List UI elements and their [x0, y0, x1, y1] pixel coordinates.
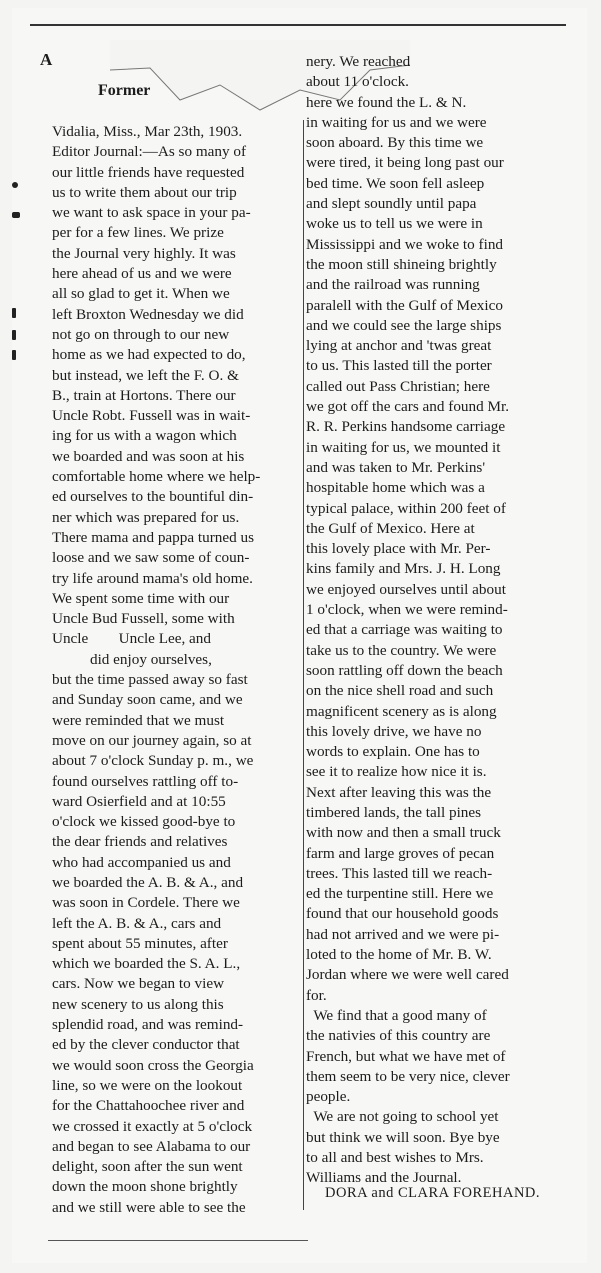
article-line: the nativies of this country are [306, 1027, 491, 1045]
article-line: about 7 o'clock Sunday p. m., we [52, 752, 254, 770]
article-line: delight, soon after the sun went [52, 1158, 243, 1176]
right-column [306, 52, 568, 1189]
ink-blot [12, 182, 18, 188]
article-line: Williams and the Journal. [306, 1169, 462, 1187]
article-line: not go on through to our new [52, 325, 230, 343]
article-line: home as we had expected to do, [52, 346, 246, 364]
article-line: woke us to tell us we were in [306, 215, 483, 233]
left-column [52, 122, 302, 1218]
article-subheading: Former [98, 82, 151, 99]
article-line: the dear friends and relatives [52, 833, 228, 851]
article-line: but instead, we left the F. O. & [52, 366, 239, 384]
article-line: hospitable home which was a [306, 479, 485, 497]
article-line: in waiting for us and we were [306, 113, 487, 131]
article-line: this lovely place with Mr. Per- [306, 540, 491, 558]
article-line: were tired, it being long past our [306, 154, 504, 172]
ink-blot [12, 308, 16, 318]
article-line: take us to the country. We were [306, 641, 497, 659]
article-line: ed the turpentine still. Here we [306, 885, 494, 903]
top-rule [30, 24, 566, 26]
article-line: we boarded and was soon at his [52, 447, 245, 465]
article-line: we boarded the A. B. & A., and [52, 873, 244, 891]
article-line: in waiting for us, we mounted it [306, 438, 501, 456]
article-line: our little friends have requested [52, 163, 245, 181]
article-line: but the time passed away so fast [52, 671, 248, 689]
article-line: Next after leaving this was the [306, 783, 492, 801]
article-line: splendid road, and was remind- [52, 1016, 244, 1034]
article-line: see it to realize how nice it is. [306, 763, 487, 781]
article-line: and was taken to Mr. Perkins' [306, 458, 486, 476]
article-line: Vidalia, Miss., Mar 23th, 1903. [52, 123, 243, 140]
ink-blot [12, 212, 20, 218]
article-line: line, so we were on the lookout [52, 1076, 243, 1094]
article-line: on the nice shell road and such [306, 682, 494, 700]
article-line: new scenery to us along this [52, 995, 224, 1013]
article-line: found that our household goods [306, 905, 499, 923]
article-line: for the Chattahoochee river and [52, 1097, 245, 1115]
article-line: move on our journey again, so at [52, 731, 252, 749]
article-line: and the railroad was running [306, 276, 480, 294]
article-line: paralell with the Gulf of Mexico [306, 296, 503, 314]
article-line: Mississippi and we woke to find [306, 235, 504, 253]
article-line: Uncle Robt. Fussell was in wait- [52, 407, 251, 425]
article-line: B., train at Hortons. There our [52, 386, 236, 404]
article-line: There mama and pappa turned us [52, 528, 254, 546]
article-line: per for a few lines. We prize [52, 224, 224, 242]
article-line: this lovely drive, we have no [306, 722, 482, 740]
article-line: and slept soundly until papa [306, 195, 477, 213]
article-line: here ahead of us and we were [52, 265, 232, 283]
article-line: to all and best wishes to Mrs. [306, 1149, 484, 1167]
article-line: ing for us with a wagon which [52, 427, 237, 445]
column-divider [303, 120, 304, 1210]
article-line: did enjoy ourselves, [52, 650, 212, 668]
article-line: to us. This lasted till the porter [306, 357, 492, 375]
article-line: down the moon shone brightly [52, 1178, 238, 1196]
article-line: cars. Now we began to view [52, 975, 225, 993]
signature: DORA and CLARA FOREHAND. [325, 1185, 541, 1201]
ink-blot [12, 330, 16, 340]
article-line: which we boarded the S. A. L., [52, 955, 241, 973]
article-line: left Broxton Wednesday we did [52, 305, 244, 323]
article-line: the Gulf of Mexico. Here at [306, 519, 475, 537]
article-line: we want to ask space in your pa- [52, 204, 251, 222]
article-line: words to explain. One has to [306, 743, 480, 761]
article-line: we enjoyed ourselves until about [306, 580, 506, 598]
article-line: found ourselves rattling off to- [52, 772, 239, 790]
article-line: them seem to be very nice, clever [306, 1067, 510, 1085]
article-line: left the A. B. & A., cars and [52, 914, 222, 932]
article-line: Jordan where we were well cared [306, 966, 509, 984]
article-heading: A [40, 50, 53, 69]
article-line: timbered lands, the tall pines [306, 803, 482, 821]
article-line: magnificent scenery as is along [306, 702, 497, 720]
article-line: soon rattling off down the beach [306, 661, 503, 679]
article-line: o'clock we kissed good-bye to [52, 813, 236, 831]
article-line: were reminded that we must [52, 711, 225, 729]
article-line: called out Pass Christian; here [306, 377, 490, 395]
article-line: the moon still shineing brightly [306, 255, 497, 273]
article-line: and began to see Alabama to our [52, 1137, 251, 1155]
ink-blot [12, 350, 16, 360]
article-line: farm and large groves of pecan [306, 844, 495, 862]
bottom-rule [48, 1240, 308, 1241]
article-line: comfortable home where we help- [52, 468, 261, 486]
article-line: spent about 55 minutes, after [52, 934, 228, 952]
article-line: ed ourselves to the bountiful din- [52, 488, 254, 506]
article-line: about 11 o'clock. [306, 73, 409, 91]
article-line: French, but what we have met of [306, 1047, 506, 1065]
article-line: ward Osierfield and at 10:55 [52, 792, 226, 810]
article-line: the Journal very highly. It was [52, 244, 236, 262]
article-line: bed time. We soon fell asleep [306, 174, 485, 192]
article-line: and we still were able to see the [52, 1198, 246, 1216]
article-line: had not arrived and we were pi- [306, 925, 500, 943]
article-line: we would soon cross the Georgia [52, 1056, 254, 1074]
article-line: loose and we saw some of coun- [52, 549, 250, 567]
article-line: ner which was prepared for us. [52, 508, 240, 526]
article-line: and we could see the large ships [306, 316, 502, 334]
article-line: soon aboard. By this time we [306, 134, 484, 152]
article-line: we crossed it exactly at 5 o'clock [52, 1117, 253, 1135]
article-line: try life around mama's old home. [52, 569, 253, 587]
article-line: people. [306, 1088, 351, 1106]
article-line: who had accompanied us and [52, 853, 231, 871]
article-line: 1 o'clock, when we were remind- [306, 601, 508, 619]
article-line: lying at anchor and 'twas great [306, 337, 492, 355]
article-line: nery. We reached [306, 53, 411, 70]
article-line: here we found the L. & N. [306, 93, 467, 111]
article-line: and Sunday soon came, and we [52, 691, 243, 709]
article-line: was soon in Cordele. There we [52, 894, 240, 912]
article-line: loted to the home of Mr. B. W. [306, 946, 492, 964]
article-line: We find that a good many of [306, 1006, 487, 1024]
article-line: all so glad to get it. When we [52, 285, 230, 303]
article-line: Editor Journal:—As so many of [52, 143, 247, 161]
article-line: ed that a carriage was waiting to [306, 621, 503, 639]
article-line: We are not going to school yet [306, 1108, 499, 1126]
article-line: ed by the clever conductor that [52, 1036, 240, 1054]
article-line: We spent some time with our [52, 589, 230, 607]
article-line: R. R. Perkins handsome carriage [306, 418, 506, 436]
article-line: but think we will soon. Bye bye [306, 1128, 500, 1146]
article-line: trees. This lasted till we reach- [306, 864, 493, 882]
article-line: for. [306, 986, 327, 1004]
article-line: typical palace, within 200 feet of [306, 499, 506, 517]
article-line: us to write them about our trip [52, 183, 237, 201]
article-line: kins family and Mrs. J. H. Long [306, 560, 501, 578]
article-line: we got off the cars and found Mr. [306, 398, 510, 416]
article-line: Uncle Bud Fussell, some with [52, 610, 235, 628]
article-line: with now and then a small truck [306, 824, 501, 842]
article-line: Uncle Uncle Lee, and [52, 630, 211, 648]
